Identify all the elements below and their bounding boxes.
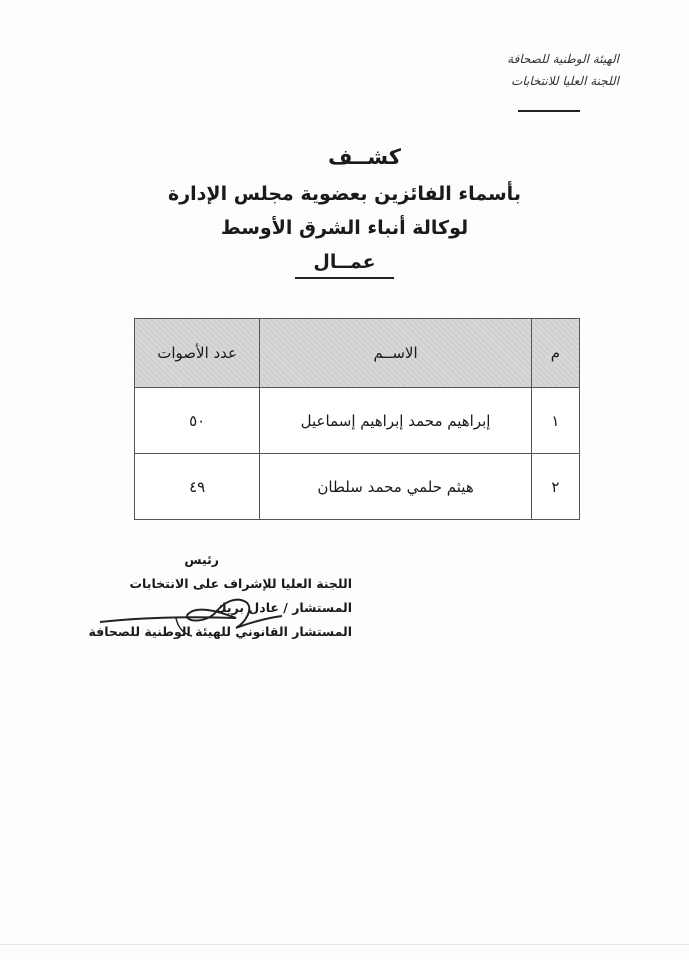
- header-line-2: اللجنة العليا للانتخابات: [511, 74, 619, 88]
- row-num: ٢: [531, 454, 579, 520]
- signature-committee: اللجنة العليا للإشراف على الانتخابات: [129, 576, 352, 591]
- winners-table: [134, 318, 580, 520]
- header-underline: [518, 110, 580, 112]
- title-line-1: بأسماء الفائزين بعضوية مجلس الإدارة: [168, 183, 521, 205]
- handwritten-signature-icon: [96, 588, 286, 640]
- header-line-1: الهيئة الوطنية للصحافة: [507, 52, 619, 66]
- category-label: عمــال: [295, 251, 393, 279]
- table-row: [135, 388, 580, 454]
- table-header-row: [135, 319, 580, 388]
- document-title: كشــف: [328, 145, 401, 169]
- title-block: [0, 145, 689, 279]
- signature-role: المستشار القانوني للهيئة الوطنية للصحافة: [88, 624, 352, 639]
- table-row: [135, 454, 580, 520]
- row-name: هيثم حلمي محمد سلطان: [260, 454, 532, 520]
- header-name: الاســم: [260, 319, 532, 388]
- row-votes: ٥٠: [135, 388, 260, 454]
- row-name: إبراهيم محمد إبراهيم إسماعيل: [260, 388, 532, 454]
- signature-name: المستشار / عادل بريك: [215, 600, 352, 615]
- signature-title: رئيس: [184, 552, 219, 567]
- title-line-2: لوكالة أنباء الشرق الأوسط: [220, 217, 469, 239]
- row-num: ١: [531, 388, 579, 454]
- header-votes: عدد الأصوات: [135, 319, 260, 388]
- header-num: م: [531, 319, 579, 388]
- handwritten-header: [459, 48, 619, 92]
- page-edge: [0, 944, 689, 945]
- row-votes: ٤٩: [135, 454, 260, 520]
